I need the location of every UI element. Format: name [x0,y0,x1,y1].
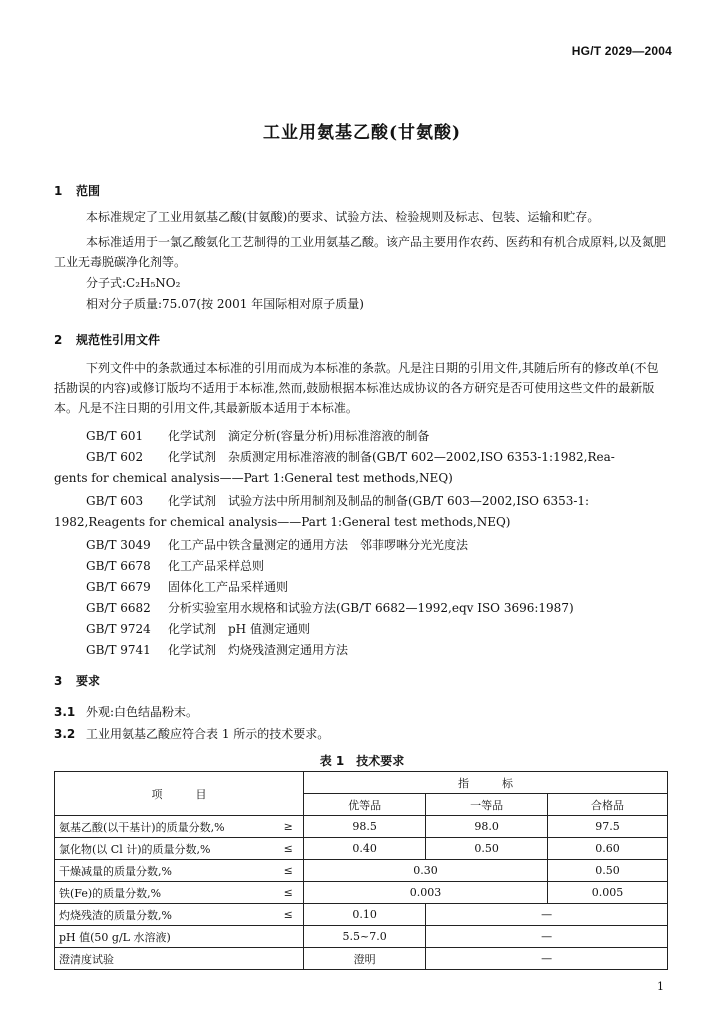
table-header-row [55,772,668,794]
value-cell: 澄明 [304,948,426,970]
value-cell: 0.003 [304,882,548,904]
section-number: 2 [54,333,63,347]
value-cell: 0.10 [304,904,426,926]
table-row [55,860,668,882]
value-cell: — [426,926,668,948]
subclause-number: 3.1 [54,705,76,719]
table-row [55,882,668,904]
section-3-heading [54,672,100,689]
reference-continuation: gents for chemical analysis——Part 1:General test methods,NEQ) [54,471,453,485]
reference-item [86,619,310,639]
table-row [55,838,668,860]
page-number: 1 [657,980,664,993]
comparator: ≥ [273,816,303,838]
molecular-mass: 相对分子质量:75.07(按 2001 年国际相对原子质量) [86,297,364,311]
section-2-heading [54,331,160,348]
item-name: 氯化物(以 Cl 计)的质量分数,% [55,838,274,860]
value-cell: 97.5 [547,816,667,838]
item-name: 干燥减量的质量分数,% [55,860,274,882]
reference-item [86,577,288,597]
reference-code: GB/T 6678 [86,559,151,573]
value-cell: 0.50 [547,860,667,882]
subclause-3-2 [54,725,329,742]
reference-item [86,535,468,555]
comparator: ≤ [273,860,303,882]
value-cell: 98.5 [304,816,426,838]
reference-code: GB/T 6679 [86,580,151,594]
value-cell: 0.005 [547,882,667,904]
grade-header: 一等品 [426,794,548,816]
comparator: ≤ [273,882,303,904]
subclause-3-1 [54,703,198,720]
table-row [55,948,668,970]
reference-text: 化工产品采样总则 [168,559,265,573]
reference-text: 化工产品中铁含量测定的通用方法 邻菲啰啉分光光度法 [168,538,469,552]
reference-text: 化学试剂 试验方法中所用制剂及制品的制备(GB/T 603—2002,ISO 6353-1: [168,494,590,508]
reference-code: GB/T 9724 [86,622,151,636]
value-cell: 0.40 [304,838,426,860]
reference-code: GB/T 601 [86,429,144,443]
reference-text: 化学试剂 pH 值测定通则 [168,622,310,636]
header-index: 指 标 [304,772,668,794]
reference-item [86,426,429,446]
table-row [55,816,668,838]
section-1-heading [54,182,100,199]
comparator: ≤ [273,904,303,926]
section-title: 要求 [76,674,101,688]
technical-requirements-table [54,771,668,970]
document-title: 工业用氨基乙酸(甘氨酸) [262,123,462,143]
grade-header: 合格品 [547,794,667,816]
subclause-text: 外观:白色结晶粉末。 [86,705,199,719]
comparator [273,926,303,948]
section-title: 范围 [76,184,101,198]
reference-item [86,598,574,618]
reference-item [86,447,615,467]
value-cell: 5.5~7.0 [304,926,426,948]
section-title: 规范性引用文件 [76,333,161,347]
item-name: 铁(Fe)的质量分数,% [55,882,274,904]
value-cell: — [426,948,668,970]
grade-header: 优等品 [304,794,426,816]
reference-code: GB/T 603 [86,494,144,508]
molecular-formula: 分子式:C₂H₅NO₂ [86,276,181,290]
reference-text: 化学试剂 滴定分析(容量分析)用标准溶液的制备 [168,429,430,443]
table-caption: 表 1 技术要求 [319,754,405,768]
header-item: 项 目 [55,772,304,816]
table-row [55,904,668,926]
comparator: ≤ [273,838,303,860]
reference-text: 化学试剂 灼烧残渣测定通用方法 [168,643,349,657]
reference-code: GB/T 3049 [86,538,151,552]
section-number: 1 [54,184,63,198]
item-name: pH 值(50 g/L 水溶液) [55,926,274,948]
section-number: 3 [54,674,63,688]
scope-paragraph-1: 本标准规定了工业用氨基乙酸(甘氨酸)的要求、试验方法、检验规则及标志、包装、运输和贮存。 [86,210,600,224]
value-cell: 98.0 [426,816,548,838]
value-cell: 0.30 [304,860,548,882]
reference-text: 分析实验室用水规格和试验方法(GB/T 6682—1992,eqv ISO 3696:1987) [168,601,574,615]
value-cell: 0.50 [426,838,548,860]
reference-code: GB/T 9741 [86,643,151,657]
reference-item [86,640,348,660]
standard-code: HG/T 2029—2004 [571,44,672,58]
subclause-text: 工业用氨基乙酸应符合表 1 所示的技术要求。 [86,727,330,741]
reference-code: GB/T 602 [86,450,144,464]
reference-continuation: 1982,Reagents for chemical analysis——Part 1:General test methods,NEQ) [54,515,511,529]
value-cell: 0.60 [547,838,667,860]
subclause-number: 3.2 [54,727,76,741]
scope-paragraph-2: 本标准适用于一氯乙酸氨化工艺制得的工业用氨基乙酸。该产品主要用作农药、医药和有机合成原料,以及氮肥工业无毒脱碳净化剂等。 [54,235,666,269]
reference-code: GB/T 6682 [86,601,151,615]
value-cell: — [426,904,668,926]
item-name: 灼烧残渣的质量分数,% [55,904,274,926]
reference-item [86,556,264,576]
references-paragraph: 下列文件中的条款通过本标准的引用而成为本标准的条款。凡是注日期的引用文件,其随后所有的修改单(不包括勘误的内容)或修订版均不适用于本标准,然而,鼓励根据本标准达成协议的各方研究是否可使用这些文件的最新版本。凡是不注日期的引用文件,其最新版本适用于本标准。 [54,361,659,415]
table-row [55,926,668,948]
item-name: 澄清度试验 [55,948,274,970]
reference-text: 化学试剂 杂质测定用标准溶液的制备(GB/T 602—2002,ISO 6353-1:1982,Rea- [168,450,615,464]
reference-text: 固体化工产品采样通则 [168,580,289,594]
comparator [273,948,303,970]
item-name: 氨基乙酸(以干基计)的质量分数,% [55,816,274,838]
reference-item [86,491,589,511]
